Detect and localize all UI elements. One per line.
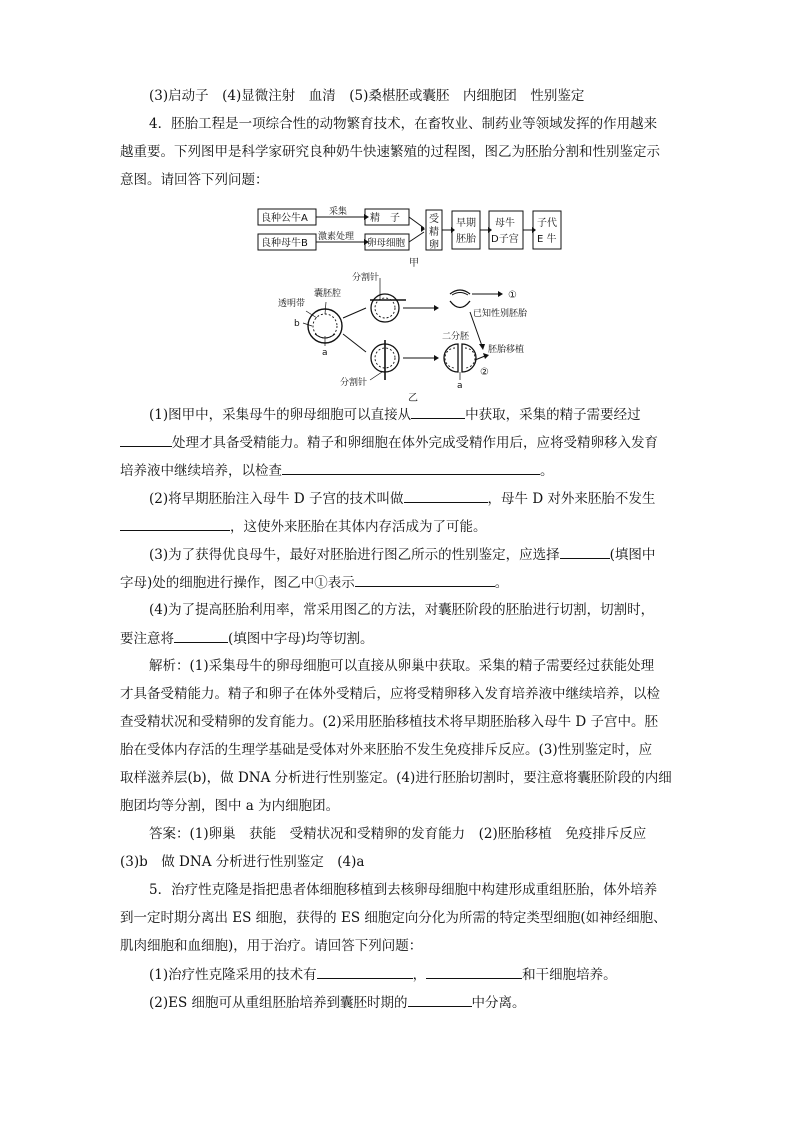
label-a2: a bbox=[457, 381, 463, 391]
text-line bbox=[149, 993, 526, 1012]
text-line bbox=[120, 573, 508, 592]
fert-label-2: 精 bbox=[429, 227, 439, 238]
text-segment: 4．胚胎工程是一项综合性的动物繁育技术，在畜牧业、制药业等领域发挥的作用越来 bbox=[149, 116, 658, 132]
text-segment: 中分离。 bbox=[471, 995, 526, 1011]
text-segment: (4)为了提高胚胎利用率，常采用图乙的方法，对囊胚阶段的胚胎进行切割，切割时， bbox=[149, 602, 655, 618]
figure-jia-caption: 甲 bbox=[409, 258, 419, 268]
text-line bbox=[120, 433, 658, 452]
answer-blank[interactable] bbox=[317, 965, 413, 979]
hormone-label: 激素处理 bbox=[318, 232, 355, 242]
text-segment: 5．治疗性克隆是指把患者体细胞移植到去核卵母细胞中构建形成重组胚胎，体外培养 bbox=[149, 882, 658, 898]
text-segment: 。 bbox=[494, 575, 509, 591]
answer-blank[interactable] bbox=[560, 545, 610, 559]
text-segment: 肌肉细胞和血细胞)，用于治疗。请回答下列问题： bbox=[120, 938, 423, 954]
zona-label: 透明带 bbox=[278, 299, 306, 309]
answer-blank[interactable] bbox=[411, 405, 465, 419]
text-line bbox=[120, 685, 660, 703]
figure-yi-caption: 乙 bbox=[408, 393, 418, 404]
text-segment: ，这使外来胚胎在其体内存活成为了可能。 bbox=[230, 519, 487, 535]
known-sex-label: 已知性别胚胎 bbox=[473, 309, 528, 319]
text-line bbox=[120, 769, 672, 787]
text-segment: (填图中字母)均等切割。 bbox=[228, 631, 374, 647]
text-segment: (2)将早期胚胎注入母牛 D 子宫的技术叫做 bbox=[149, 491, 404, 507]
mother-label-1: 母牛 bbox=[495, 218, 515, 229]
label-b: b bbox=[294, 319, 300, 329]
text-line bbox=[149, 881, 657, 899]
text-line bbox=[120, 713, 658, 731]
text-line bbox=[120, 937, 422, 955]
sperm-label: 精 子 bbox=[370, 213, 400, 224]
early-label-1: 早期 bbox=[456, 218, 476, 229]
text-line bbox=[149, 87, 584, 105]
sampling-embryo bbox=[371, 294, 399, 322]
circle-1: ① bbox=[508, 290, 517, 301]
answer-blank[interactable] bbox=[120, 433, 172, 447]
figure-yi bbox=[270, 268, 560, 404]
answer-blank[interactable] bbox=[120, 517, 230, 531]
twin-embryo bbox=[444, 344, 476, 372]
text-segment: 和干细胞培养。 bbox=[522, 967, 617, 983]
text-segment: 胎在受体内存活的生理学基础是受体对外来胚胎不发生免疫排斥反应。(3)性别鉴定时，应 bbox=[120, 742, 653, 758]
text-segment: (3)b 做 DNA 分析进行性别鉴定 (4)a bbox=[120, 854, 365, 870]
transfer-label: 胚胎移植 bbox=[488, 345, 525, 355]
text-segment: 胞团均等分割，图中 a 为内细胞团。 bbox=[120, 798, 340, 814]
text-segment: 解析：(1)采集母牛的卵母细胞可以直接从卵巢中获取。采集的精子需要经过获能处理 bbox=[149, 658, 655, 674]
text-segment: 取样滋养层(b)，做 DNA 分析进行性别鉴定。(4)进行胚胎切割时，要注意将囊胚阶段的内细 bbox=[120, 770, 672, 786]
needle-bottom-label: 分割针 bbox=[340, 378, 368, 388]
text-segment: 越重要。下列图甲是科学家研究良种奶牛快速繁殖的过程图，图乙为胚胎分割和性别鉴定示 bbox=[120, 144, 660, 160]
text-segment: (1)图甲中，采集母牛的卵母细胞可以直接从 bbox=[149, 407, 412, 423]
offspring-label-2: E 牛 bbox=[537, 234, 557, 245]
early-label-2: 胚胎 bbox=[456, 234, 476, 245]
text-segment: (3)为了获得优良母牛，最好对胚胎进行图乙所示的性别鉴定，应选择 bbox=[149, 547, 560, 563]
text-segment: 才具备受精能力。精子和卵子在体外受精后，应将受精卵移入发育培养液中继续培养，以检 bbox=[120, 686, 660, 702]
twin-label: 二分胚 bbox=[442, 332, 470, 342]
text-line bbox=[120, 797, 339, 815]
bull-label: 良种公牛A bbox=[261, 213, 308, 224]
cow-label: 良种母牛B bbox=[261, 238, 308, 249]
answer-blank[interactable] bbox=[408, 993, 472, 1007]
text-segment: 意图。请回答下列问题： bbox=[120, 172, 269, 188]
fert-label-1: 受 bbox=[429, 214, 439, 225]
text-segment: 答案：(1)卵巢 获能 受精状况和受精卵的发育能力 (2)胚胎移植 免疫排斥反应 bbox=[149, 826, 647, 842]
collect-label: 采集 bbox=[329, 207, 348, 217]
text-segment: 处理才具备受精能力。精子和卵细胞在体外完成受精作用后，应将受精卵移入发育 bbox=[172, 435, 658, 451]
text-segment: 中获取，采集的精子需要经过 bbox=[465, 407, 641, 423]
fert-label-3: 卵 bbox=[429, 240, 439, 251]
needle-top-label: 分割针 bbox=[352, 273, 380, 283]
text-segment: ， bbox=[412, 967, 427, 983]
text-segment: (1)治疗性克隆采用的技术有 bbox=[149, 967, 317, 983]
label-a: a bbox=[322, 348, 328, 358]
circle-2: ② bbox=[480, 367, 489, 378]
text-segment: (3)启动子 (4)显微注射 血清 (5)桑椹胚或囊胚 内细胞团 性别鉴定 bbox=[149, 88, 585, 104]
sampled-cells bbox=[450, 290, 470, 308]
answer-blank[interactable] bbox=[426, 965, 522, 979]
text-line bbox=[120, 171, 269, 189]
text-segment: 要注意将 bbox=[120, 631, 174, 647]
text-segment: (2)ES 细胞可从重组胚胎培养到囊胚时期的 bbox=[149, 995, 408, 1011]
text-line bbox=[149, 489, 655, 508]
text-line bbox=[149, 965, 617, 984]
text-line bbox=[120, 909, 667, 927]
figure-jia bbox=[255, 206, 575, 268]
answer-blank[interactable] bbox=[282, 461, 540, 475]
text-line bbox=[149, 405, 641, 424]
text-line bbox=[149, 825, 646, 843]
text-line bbox=[149, 545, 655, 564]
text-line bbox=[149, 601, 654, 619]
answer-blank[interactable] bbox=[355, 573, 495, 587]
text-segment: ，母牛 D 对外来胚胎不发生 bbox=[487, 491, 656, 507]
text-segment: 查受精状况和受精卵的发育能力。(2)采用胚胎移植技术将早期胚胎移入母牛 D 子宫中。胚 bbox=[120, 714, 659, 730]
text-segment: 培养液中继续培养，以检查 bbox=[120, 463, 282, 479]
text-segment: (填图中 bbox=[609, 547, 656, 563]
mother-label-2: D子宫 bbox=[491, 234, 519, 245]
text-line bbox=[120, 741, 652, 759]
blastocoel-label: 囊胚腔 bbox=[314, 289, 342, 299]
text-segment: 字母)处的细胞进行操作，图乙中①表示 bbox=[120, 575, 355, 591]
answer-blank[interactable] bbox=[404, 489, 488, 503]
offspring-label-1: 子代 bbox=[537, 218, 557, 229]
text-line bbox=[120, 143, 660, 161]
text-line bbox=[120, 517, 487, 536]
text-line bbox=[149, 657, 654, 675]
egg-label: 卵母细胞 bbox=[367, 238, 406, 249]
text-line bbox=[120, 461, 554, 480]
text-segment: 。 bbox=[540, 463, 554, 479]
text-line bbox=[120, 629, 374, 648]
text-line bbox=[149, 115, 657, 133]
text-segment: 到一定时期分离出 ES 细胞，获得的 ES 细胞定向分化为所需的特定类型细胞(如神经细胞、 bbox=[120, 910, 667, 926]
answer-blank[interactable] bbox=[174, 629, 228, 643]
text-line bbox=[120, 853, 364, 871]
